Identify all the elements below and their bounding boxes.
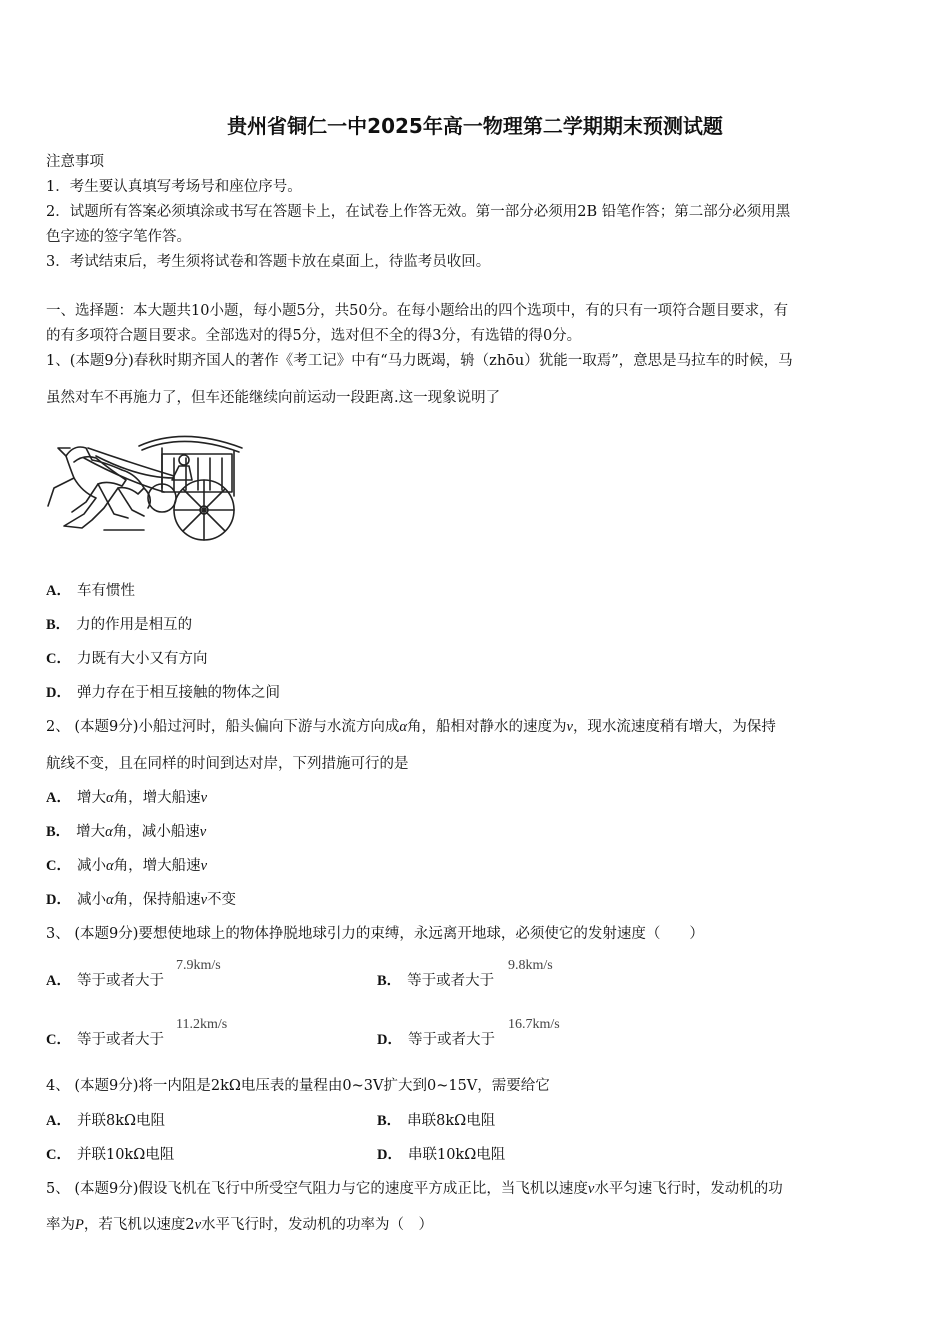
q4-option-a[interactable] xyxy=(46,1112,165,1130)
alpha-symbol: α xyxy=(105,892,114,908)
option-label: B． xyxy=(46,617,71,633)
option-text: 等于或者大于 xyxy=(407,973,495,989)
q2-stem-part: ，现水流速度稍有增大，为保持 xyxy=(572,719,776,735)
option-text: 增大 xyxy=(76,790,106,806)
q4-stem: 4、 (本题9分)将一内阻是2kΩ电压表的量程由0~3V扩大到0~15V，需要给它 xyxy=(46,1078,550,1094)
option-text: 不变 xyxy=(207,892,237,908)
option-label: D． xyxy=(377,1147,402,1163)
q1-option-c[interactable] xyxy=(46,650,207,668)
section-intro-line1: 一、选择题：本大题共10小题，每小题5分，共50分。在每小题给出的四个选项中，有的只有一项符合题目要求，有 xyxy=(46,303,789,319)
option-label: C． xyxy=(46,651,71,667)
q3-option-a-value: 7.9km/s xyxy=(176,958,221,973)
q1-option-b[interactable] xyxy=(46,616,192,634)
v-symbol: v xyxy=(587,1181,595,1197)
q5-stem-line2 xyxy=(46,1216,908,1234)
q2-stem-part: 2、 (本题9分)小船过河时，船头偏向下游与水流方向成 xyxy=(46,719,400,735)
option-text: 减小 xyxy=(76,858,106,874)
option-label: C． xyxy=(46,858,71,874)
option-label: A． xyxy=(46,973,71,989)
option-label: C． xyxy=(46,1147,71,1163)
alpha-symbol: α xyxy=(399,719,407,735)
notice-item-3: 3．考试结束后，考生须将试卷和答题卡放在桌面上，待监考员收回。 xyxy=(46,254,491,270)
option-label: A． xyxy=(46,790,71,806)
q5-stem-part: 5、 (本题9分)假设飞机在飞行中所受空气阻力与它的速度平方成正比，当飞机以速度 xyxy=(46,1181,588,1197)
v-symbol: v xyxy=(200,790,208,806)
q2-option-a[interactable] xyxy=(46,789,207,807)
q3-option-a[interactable] xyxy=(46,972,164,990)
option-text: 串联10kΩ电阻 xyxy=(407,1147,506,1163)
q1-stem-line2: 虽然对车不再施力了，但车还能继续向前运动一段距离.这一现象说明了 xyxy=(46,390,501,406)
option-label: A． xyxy=(46,1113,71,1129)
q3-option-b[interactable] xyxy=(377,972,494,990)
option-text: 减小 xyxy=(76,892,106,908)
option-text: 等于或者大于 xyxy=(76,1032,164,1048)
option-label: D． xyxy=(46,685,71,701)
v-symbol: v xyxy=(199,824,207,840)
p-symbol: P xyxy=(75,1217,84,1233)
q3-option-d-value: 16.7km/s xyxy=(508,1017,560,1032)
q4-option-b[interactable] xyxy=(377,1112,495,1130)
q4-option-d[interactable] xyxy=(377,1146,505,1164)
v-symbol: v xyxy=(566,719,573,735)
notice-item-2: 2．试题所有答案必须填涂或书写在答题卡上，在试卷上作答无效。第一部分必须用2B 铅笔作答；第二部分必须用黑 xyxy=(46,204,791,220)
option-text: 角，增大船速 xyxy=(113,858,201,874)
q2-stem-line2: 航线不变，且在同样的时间到达对岸，下列措施可行的是 xyxy=(46,756,409,772)
option-label: B． xyxy=(377,1113,402,1129)
option-label: B． xyxy=(377,973,402,989)
q5-stem-part: ，若飞机以速度2 xyxy=(83,1217,195,1233)
option-text: 并联8kΩ电阻 xyxy=(76,1113,166,1129)
option-text: 角，增大船速 xyxy=(113,790,201,806)
q3-option-c[interactable] xyxy=(46,1031,164,1049)
notice-heading: 注意事项 xyxy=(46,154,104,170)
q1-option-d[interactable] xyxy=(46,684,280,702)
q3-option-d[interactable] xyxy=(377,1031,495,1049)
alpha-symbol: α xyxy=(105,858,114,874)
option-text: 弹力存在于相互接触的物体之间 xyxy=(76,685,280,701)
alpha-symbol: α xyxy=(105,824,113,840)
option-text: 力的作用是相互的 xyxy=(76,617,193,633)
alpha-symbol: α xyxy=(105,790,114,806)
q5-stem-part: 水平匀速飞行时，发动机的功 xyxy=(594,1181,783,1197)
q1-option-a[interactable] xyxy=(46,582,135,600)
v-symbol: v xyxy=(200,858,208,874)
q5-stem-part: 水平飞行时，发动机的功率为（ ） xyxy=(201,1217,434,1233)
q2-option-c[interactable] xyxy=(46,857,207,875)
q3-option-b-value: 9.8km/s xyxy=(508,958,553,973)
q2-stem-line1 xyxy=(46,718,908,736)
q4-option-c[interactable] xyxy=(46,1146,174,1164)
option-text: 车有惯性 xyxy=(76,583,135,599)
q2-option-b[interactable] xyxy=(46,823,206,841)
option-text: 角，保持船速 xyxy=(113,892,201,908)
q5-stem-line1 xyxy=(46,1180,908,1198)
option-text: 力既有大小又有方向 xyxy=(76,651,208,667)
option-text: 角，减小船速 xyxy=(112,824,200,840)
q2-stem-part: 角，船相对静水的速度为 xyxy=(407,719,567,735)
page-title: 贵州省铜仁一中2025年高一物理第二学期期末预测试题 xyxy=(227,114,723,138)
option-label: A． xyxy=(46,583,71,599)
q3-stem: 3、 (本题9分)要想使地球上的物体挣脱地球引力的束缚，永远离开地球，必须使它的发射速度（ ） xyxy=(46,926,704,942)
q5-stem-part: 率为 xyxy=(46,1217,75,1233)
option-text: 串联8kΩ电阻 xyxy=(407,1113,496,1129)
option-text: 等于或者大于 xyxy=(76,973,164,989)
option-label: B． xyxy=(46,824,71,840)
q2-option-d[interactable] xyxy=(46,891,236,909)
option-text: 增大 xyxy=(76,824,106,840)
notice-item-1: 1．考生要认真填写考场号和座位序号。 xyxy=(46,179,302,195)
option-label: D． xyxy=(46,892,71,908)
v-symbol: v xyxy=(194,1217,202,1233)
q3-option-c-value: 11.2km/s xyxy=(176,1017,228,1032)
section-intro-line2: 的有多项符合题目要求。全部选对的得5分，选对但不全的得3分，有选错的得0分。 xyxy=(46,328,582,344)
option-text: 并联10kΩ电阻 xyxy=(76,1147,175,1163)
option-text: 等于或者大于 xyxy=(407,1032,495,1048)
notice-item-2-cont: 色字迹的签字笔作答。 xyxy=(46,229,191,245)
option-label: C． xyxy=(46,1032,71,1048)
v-symbol: v xyxy=(200,892,208,908)
q1-stem-line1: 1、(本题9分)春秋时期齐国人的著作《考工记》中有“马力既竭，辀（zhōu）犹能一取焉”，意思是马拉车的时候，马 xyxy=(46,353,793,369)
chariot-illustration xyxy=(44,418,249,546)
option-label: D． xyxy=(377,1032,402,1048)
